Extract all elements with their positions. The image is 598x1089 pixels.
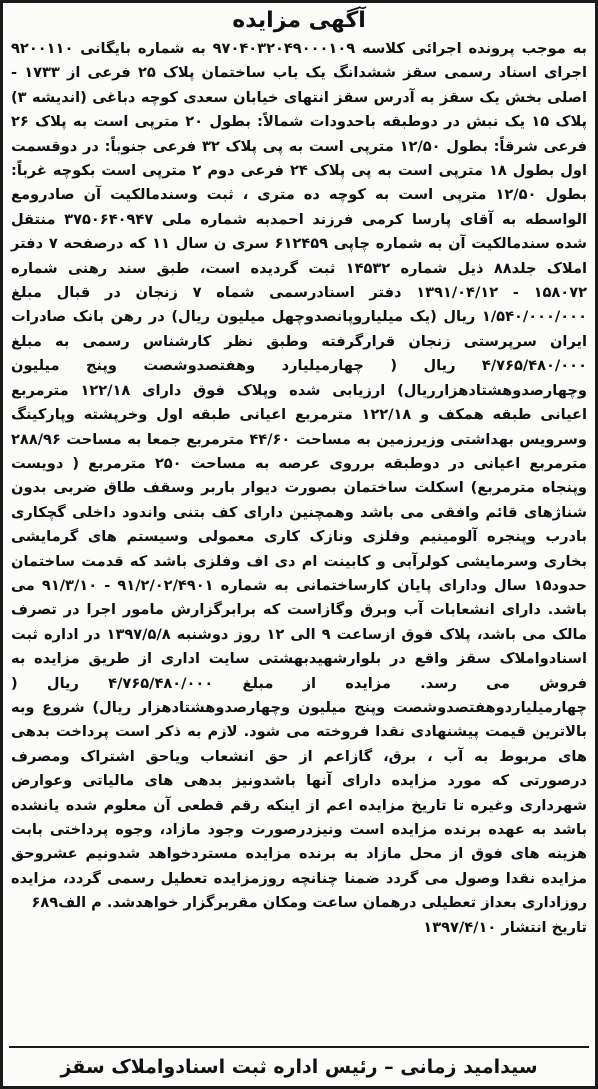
notice-title: آگهی مزایده: [232, 8, 366, 33]
publication-date: تاریخ انتشار ۱۳۹۷/۴/۱۰: [423, 918, 587, 936]
notice-body: به موجب پرونده اجرائی کلاسه ۹۷۰۴۰۳۲۰۴۹۰۰۰۱۰۹ به شماره بایگانی ۹۲۰۰۱۱۰ اجرای اسناد رسمی سقز ششدانگ یک باب ساختمان پلاک ۲۵ فرعی از ۱۷۳۳ - اصلی بخش یک سقز به آدرس سقز انتهای خیابان سعدی کوچه دباغی (اندیشه ۳) پلاک ۱۵ یک نبش در دوطبقه باحدودات شمالاً: بطول ۲۰ مترپی است به پلاک ۲۶ فرعی شرقاً: بطول ۱۲/۵۰ مترپی است به پی پلاک ۳۲ فرعی جنوباً: در دوقسمت اول بطول ۱۸ مترپی است به پی پلاک ۲۴ فرعی دوم ۲ مترپی است بکوچه غرباً: بطول ۱۲/۵۰ مترپی است به کوچه ده متری ، ثبت وسندمالکیت آن صادرومع الواسطه به آقای پارسا کرمی فرزند احمدبه شماره ملی ۳۷۵۰۶۴۰۹۴۷ منتقل شده سندمالکیت آن به شماره چاپی ۶۱۲۴۵۹ سری ن سال ۱۱ که درصفحه ۷ دفتر املاک جلد۸۸ ذیل شماره ۱۴۵۳۲ ثبت گردیده است، طبق سند رهنی شماره ۱۵۸۰۷۲ - ۱۳۹۱/۰۴/۱۲ دفتر اسنادرسمی شماه ۷ زنجان در قبال مبلغ ۱/۵۴۰/۰۰۰/۰۰۰ ریال (یک میلیاروپانصدوچهل میلیون ریال) در رهن بانک صادرات ایران سرپرستی زنجان قرارگرفته وطبق نظر کارشناس رسمی به مبلغ ۴/۷۶۵/۴۸۰/۰۰۰ ریال ( چهارمیلیارد وهفتصدوشصت وپنج میلیون وچهارصدوهشتادهزارریال) ارزیابی شده وپلاک فوق دارای ۱۲۲/۱۸ مترمربع اعیانی طبقه همکف و ۱۲۲/۱۸ مترمربع اعیانی طبقه اول وخرپشته وپارکینگ وسرویس بهداشتی وزیرزمین به مساحت ۴۴/۶۰ مترمربع جمعا به مساحت ۲۸۸/۹۶ مترمربع اعیانی در دوطبقه برروی عرصه به مساحت ۲۵۰ مترمربع ( دویست وپنجاه مترمربع) اسکلت ساختمان بصورت دیوار باربر وسقف طاق ضربی بدون شناژهای قائم وافقی می باشد وهمچنین دارای کف بتنی واندود داخلی گچکاری بادرب وپنجره آلومینیم وفلزی ونازک کاری معمولی وسیستم های گرمایشی بخاری وسرمایشی کولرآبی و کابینت ام دی اف وفلزی باشد که قدمت ساختمان حدود۱۵ سال ودارای پایان کارساختمانی به شماره ۹۱/۲/۰۲/۴۹۰۱ - ۹۱/۳/۱۰ می باشد. دارای انشعابات آب وبرق وگازاست که برابرگزارش مامور اجرا در تصرف مالک می باشد، پلاک فوق ازساعت ۹ الی ۱۲ روز دوشنبه ۱۳۹۷/۵/۸ در اداره ثبت اسنادواملاک سقز واقع در بلوارشهیدبهشتی سایت اداری از طریق مزایده به فروش می رسد. مزایده از مبلغ ۴/۷۶۵/۴۸۰/۰۰۰ ریال ( چهارمیلیاردوهفتصدوشصت وپنج میلیون وچهارصدوهشتادهزار ریال) شروع وبه بالاترین قیمت پیشنهادی نقدا فروخته می شود. لازم به ذکر است پرداخت بدهی های مربوط به آب ، برق، گازاعم از حق انشعاب ویاحق اشتراک ومصرف درصورتی که مورد مزایده دارای آنها باشدونیز بدهی های مالیاتی وعوارض شهرداری وغیره تا تاریخ مزایده اعم از اینکه رقم قطعی آن معلوم شده یانشده باشد به عهده برنده مزایده است ونیزدرصورت وجود مازاد، وجوه پرداختی بابت هزینه های فوق از محل مازاد به برنده مزایده مستردخواهد شدونیم عشروحق مزایده نقدا وصول می گردد ضمنا چنانچه روزمزایده تعطیل رسمی گردد، مزایده روزاداری بعداز تعطیلی درهمان ساعت ومکان مقربرگزار خواهدشد. م الف۶۸۹: [11, 40, 588, 912]
notice-content: [9, 7, 589, 1082]
signature: سیدامید زمانی – رئیس اداره ثبت اسنادواملاک سقز: [9, 1046, 589, 1080]
